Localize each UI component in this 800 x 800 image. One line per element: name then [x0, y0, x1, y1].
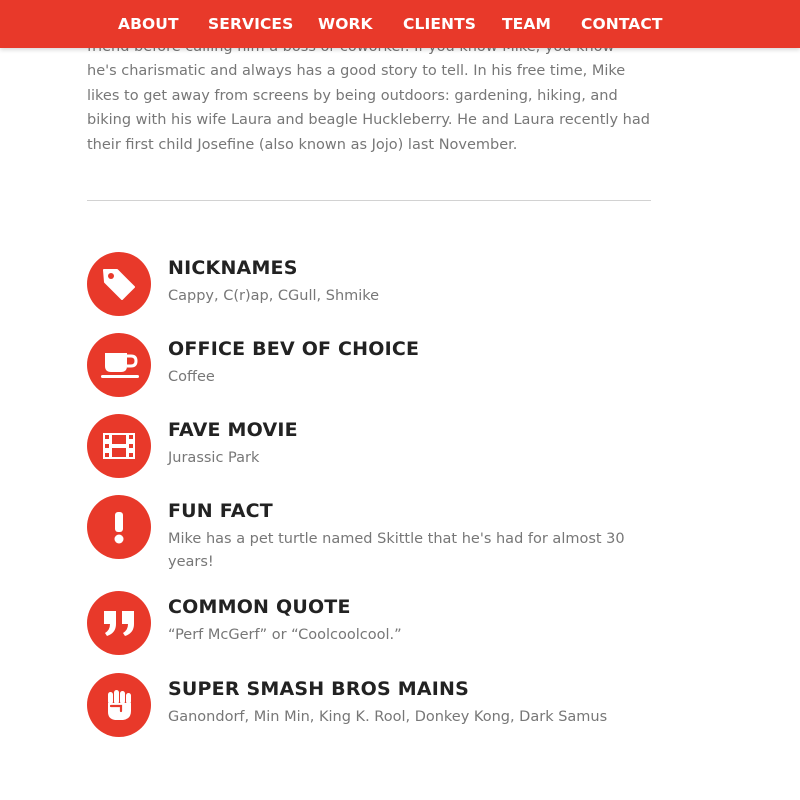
fact-title: SUPER SMASH BROS MAINS — [168, 678, 469, 700]
film-icon — [87, 414, 151, 478]
nav-link-work[interactable]: WORK — [318, 15, 373, 33]
fact-title: NICKNAMES — [168, 257, 298, 279]
bio-paragraph — [87, 35, 657, 157]
nav-link-clients[interactable]: CLIENTS — [403, 15, 477, 33]
tag-icon — [87, 252, 151, 316]
exclamation-icon — [87, 495, 151, 559]
fact-title: FUN FACT — [168, 500, 273, 522]
fact-value: Mike has a pet turtle named Skittle that he's had for almost 30 years! — [168, 531, 625, 570]
fist-icon — [87, 673, 151, 737]
nav-link-team[interactable]: TEAM — [502, 15, 551, 33]
fact-value: Coffee — [168, 369, 215, 385]
fact-value: Jurassic Park — [168, 450, 260, 466]
fact-title: FAVE MOVIE — [168, 419, 298, 441]
nav-link-services[interactable]: SERVICES — [208, 15, 294, 33]
fact-title: OFFICE BEV OF CHOICE — [168, 338, 420, 360]
coffee-cup-icon — [87, 333, 151, 397]
nav-link-contact[interactable]: CONTACT — [581, 15, 663, 33]
nav-link-about[interactable]: ABOUT — [118, 15, 179, 33]
top-navigation-bar — [0, 0, 800, 48]
fact-value: Cappy, C(r)ap, CGull, Shmike — [168, 288, 380, 304]
quote-icon — [87, 591, 151, 655]
bio-text: he's charismatic and always has a good story to tell. In his free time, Mike likes to get away from screens by being outdoors: gardening, hiking, and biking with his wife Laura and beagle Huckleberry. He and Laura recently had their first child Josefine (also known as Jojo) last November. — [87, 63, 650, 153]
fact-value: “Perf McGerf” or “Coolcoolcool.” — [168, 627, 402, 643]
section-divider — [87, 200, 651, 201]
fact-title: COMMON QUOTE — [168, 596, 351, 618]
fact-value: Ganondorf, Min Min, King K. Rool, Donkey Kong, Dark Samus — [168, 709, 608, 725]
